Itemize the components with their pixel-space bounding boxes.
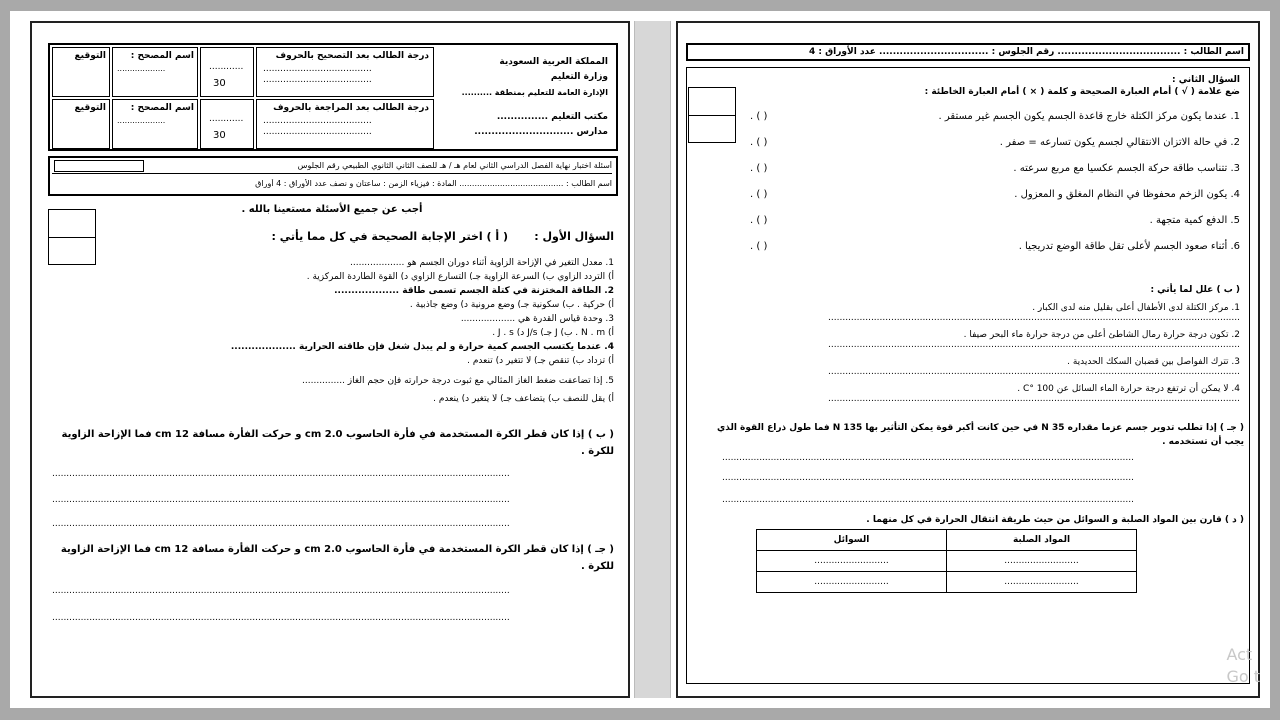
tf-answer-slot[interactable]: ( ) . — [750, 111, 768, 122]
grade-correction-cell — [256, 47, 434, 97]
mcq-question: 2. الطاقة المختزنة في كتلة الجسم تسمى طاقة ................... — [334, 286, 614, 296]
signature-label-1: التوقيع — [74, 51, 106, 61]
instruction-text: أجب عن جميع الأسئلة مستعينا بالله . — [241, 204, 423, 215]
reason-statement: 4. لا يمكن أن ترتفع درجة حرارة الماء السائل عن 100 °C . — [1017, 384, 1240, 394]
corrector-dots: ................... — [117, 64, 166, 73]
question-d: ( د ) قارن بين المواد الصلبة و السوائل من حيث طريقة انتقال الحرارة في كل منهما . — [866, 515, 1244, 525]
exam-page-right — [676, 21, 1260, 698]
q2-score-box — [688, 87, 736, 143]
activation-watermark — [1226, 644, 1260, 688]
signature-cell-1 — [52, 47, 110, 97]
reason-item-3 — [720, 357, 1240, 384]
tf-statement: 3. تتناسب طاقة حركة الجسم عكسيا مع مربع سرعته . — [1013, 163, 1240, 174]
mcq-question: 5. إذا تضاعفت ضغط الغاز المثالي مع ثبوت درجة حرارته فإن حجم الغاز ............... — [302, 376, 614, 386]
answer-line: ................................................................................................................................................................ — [52, 469, 510, 479]
question-b: ( ب ) إذا كان قطر الكرة المستخدمة في فأرة الحاسوب 2.0 cm و حركت الفأرة مسافة 12 cm فما الإزاحة الزاوية للكرة . — [61, 429, 614, 457]
corrector-cell — [112, 47, 198, 97]
exam-page-left — [30, 21, 630, 698]
tf-statement: 6. أثناء صعود الجسم لأعلى تقل طاقة الوضع تدريجيا . — [1018, 241, 1240, 252]
grade-review-cell — [256, 99, 434, 149]
ministry-label: وزارة التعليم — [550, 72, 608, 82]
watermark-line-2: Go t — [1226, 667, 1260, 686]
reviewer-label: اسم المصحح : — [130, 103, 194, 113]
true-false-list — [750, 111, 1240, 267]
grade-correction-dots: ...................................... — [263, 64, 372, 74]
signature-label-2: التوقيع — [74, 103, 106, 113]
student-header-line: اسم الطالب : .................................... رقم الجلوس : ................................ عدد الأوراق : 4 — [686, 43, 1250, 61]
answer-line: ................................................................................................................................................................ — [52, 613, 510, 623]
tf-statement: 5. الدفع كمية متجهة . — [1149, 215, 1240, 226]
reason-statement: 3. تترك الفواصل بين قضبان السكك الحديدية . — [1067, 357, 1240, 367]
exam-title-line: أسئلة اختبار نهاية الفصل الدراسي الثاني لعام هـ / هـ للصف الثاني الثانوي الطبيعي رقم الجلوس — [52, 161, 612, 174]
reasons-list — [720, 303, 1240, 411]
admin-label: الإدارة العامة للتعليم بمنطقة .......... — [461, 88, 608, 97]
answer-line: ................................................................................................................................................................ — [52, 519, 510, 529]
score-dots-1: ............ — [209, 62, 244, 72]
page-gutter — [634, 21, 671, 698]
document-canvas — [10, 11, 1270, 708]
reason-item-2 — [720, 330, 1240, 357]
grade-correction-label: درجة الطالب بعد التصحيح بالحروف — [275, 51, 429, 61]
ministry-block — [458, 55, 608, 140]
mcq-item-4 — [48, 340, 614, 368]
reason-answer-line: ................................................................................................................................................ — [828, 367, 1240, 377]
mcq-options: أ) تزداد ب) تنقص جـ) لا تتغير د) تنعدم . — [467, 356, 614, 366]
reason-statement: 2. تكون درجة حرارة رمال الشاطئ أعلى من درجة حرارة ماء البحر صيفا . — [963, 330, 1240, 340]
tf-answer-slot[interactable]: ( ) . — [750, 215, 768, 226]
corrector-label: اسم المصحح : — [130, 51, 194, 61]
qb-title: ( ب ) علل لما يأتي : — [1150, 285, 1240, 295]
score-dots-2: ............ — [209, 114, 244, 124]
exam-info-box — [48, 156, 618, 196]
question-c-right: ( جـ ) إذا تطلب تدوير جسم عزما مقداره 35 N في حين كانت أكبر قوة يمكن التأثير بها N 135 فما طول ذراع القوة الذي يجب أن تستخدمه . — [717, 423, 1244, 447]
reason-answer-line: ................................................................................................................................................ — [828, 340, 1240, 350]
score-max-1: 30 — [213, 78, 226, 89]
tf-item-1 — [750, 111, 1240, 137]
mcq-options: أ) حركية . ب) سكونية جـ) وضع مرونية د) وضع جاذبية . — [409, 300, 614, 310]
answer-line: ................................................................................................................................................................ — [52, 495, 510, 505]
tf-answer-slot[interactable]: ( ) . — [750, 189, 768, 200]
tf-item-6 — [750, 241, 1240, 267]
mcq-item-5 — [48, 374, 614, 406]
mcq-list — [48, 256, 614, 406]
grade-review-dots-2: ...................................... — [263, 127, 372, 137]
answer-line: ................................................................................................................................................ — [722, 473, 1134, 483]
tf-item-2 — [750, 137, 1240, 163]
q1-subtitle: ( أ ) اختر الإجابة الصحيحة في كل مما يأتي : — [271, 230, 508, 243]
reviewer-cell — [112, 99, 198, 149]
q2-instruction: ضع علامة ( √ ) أمام العبارة الصحيحة و كلمة ( × ) أمام العبارة الخاطئة : — [924, 87, 1240, 97]
tf-statement: 4. يكون الزخم محفوظا في النظام المغلق و المعزول . — [1014, 189, 1240, 200]
tf-statement: 2. في حالة الاتزان الانتقالي لجسم يكون تسارعه = صفر . — [999, 137, 1240, 148]
table-header-solids: المواد الصلبة — [947, 530, 1137, 551]
reason-answer-line: ................................................................................................................................................ — [828, 394, 1240, 404]
watermark-line-1: Act — [1226, 645, 1253, 664]
table-cell[interactable]: .......................... — [757, 572, 947, 593]
table-cell[interactable]: .......................... — [947, 551, 1137, 572]
reason-item-1 — [720, 303, 1240, 330]
q1-title: السؤال الأول : — [534, 230, 614, 243]
table-cell[interactable]: .......................... — [757, 551, 947, 572]
mcq-item-1 — [48, 256, 614, 284]
tf-item-3 — [750, 163, 1240, 189]
office-label: مكتب التعليم ............... — [496, 112, 608, 122]
tf-answer-slot[interactable]: ( ) . — [750, 241, 768, 252]
mcq-options: أ) التردد الزاوي ب) السرعة الزاوية جـ) التسارع الزاوي د) القوة الطاردة المركزية . — [306, 272, 614, 282]
answer-line: ................................................................................................................................................................ — [52, 586, 510, 596]
tf-item-4 — [750, 189, 1240, 215]
score-max-2: 30 — [213, 130, 226, 141]
kingdom-label: المملكة العربية السعودية — [499, 57, 608, 67]
grading-header-table — [48, 43, 618, 151]
reason-item-4 — [720, 384, 1240, 411]
mcq-item-2 — [48, 284, 614, 312]
mcq-question: 4. عندما يكتسب الجسم كمية حرارة و لم يبذل شغل فإن طاقته الحرارية ................... — [230, 342, 614, 352]
q2-title: السؤال الثاني : — [1171, 75, 1240, 85]
reason-answer-line: ................................................................................................................................................ — [828, 313, 1240, 323]
score-cell-1 — [200, 47, 254, 97]
mcq-question: 3. وحدة قياس القدرة هي ................... — [460, 314, 614, 324]
grade-correction-dots-2: ...................................... — [263, 75, 372, 85]
reason-statement: 1. مركز الكتلة لدى الأطفال أعلى بقليل منه لدى الكبار . — [1032, 303, 1240, 313]
mcq-options: أ) يقل للنصف ب) يتضاعف جـ) لا يتغير د) ينعدم . — [433, 394, 614, 404]
answer-line: ................................................................................................................................................ — [722, 453, 1134, 463]
mcq-item-3 — [48, 312, 614, 340]
mcq-question: 1. معدل التغير في الإزاحة الزاوية أثناء دوران الجسم هو ................... — [350, 258, 614, 268]
signature-cell-2 — [52, 99, 110, 149]
tf-answer-slot[interactable]: ( ) . — [750, 163, 768, 174]
grade-review-dots: ...................................... — [263, 116, 372, 126]
tf-statement: 1. عندما يكون مركز الكتلة خارج قاعدة الجسم يكون الجسم غير مستقر . — [938, 111, 1240, 122]
table-cell[interactable]: .......................... — [947, 572, 1137, 593]
grade-review-label: درجة الطالب بعد المراجعة بالحروف — [273, 103, 429, 113]
student-info-line: اسم الطالب : ......................................... المادة : فيزياء الزمن : ساعتان و نصف عدد الأوراق : 4 أوراق — [255, 179, 612, 188]
comparison-table — [756, 529, 1137, 593]
table-header-liquids: السوائل — [757, 530, 947, 551]
schools-label: مدارس ............................. — [474, 127, 608, 137]
score-cell-2 — [200, 99, 254, 149]
reviewer-dots: ................... — [117, 116, 166, 125]
seat-number-box[interactable] — [54, 160, 144, 172]
mcq-options: أ) N . m . ب) J جـ) J/s د) J . s . — [492, 328, 614, 338]
answer-line: ................................................................................................................................................ — [722, 495, 1134, 505]
question-c: ( جـ ) إذا كان قطر الكرة المستخدمة في فأرة الحاسوب 2.0 cm و حركت الفأرة مسافة 12 cm فما الإزاحة الزاوية للكرة . — [60, 544, 614, 572]
tf-answer-slot[interactable]: ( ) . — [750, 137, 768, 148]
tf-item-5 — [750, 215, 1240, 241]
